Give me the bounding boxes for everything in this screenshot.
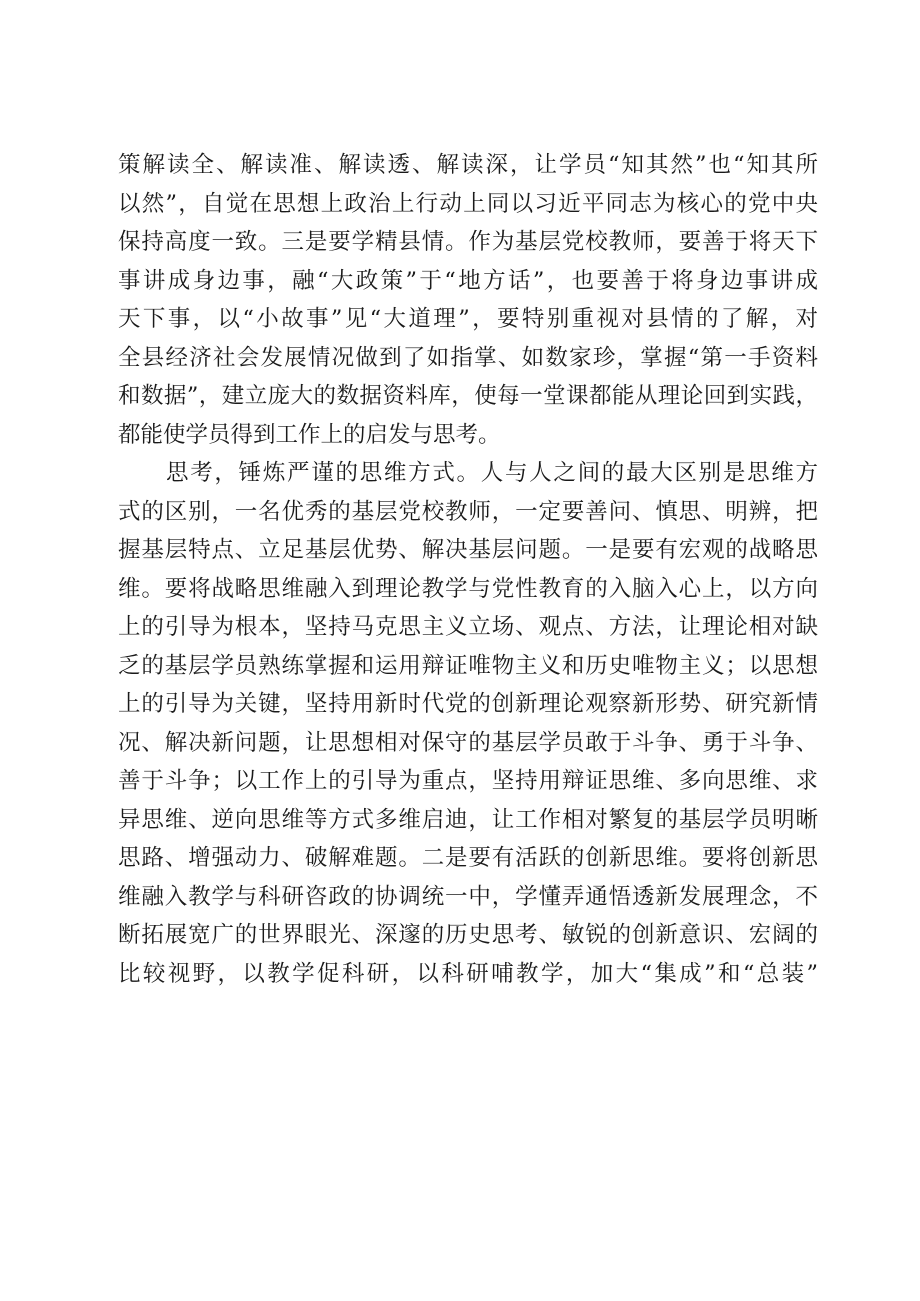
text-line: 式的区别，一名优秀的基层党校教师，一定要善问、慎思、明辨，把 [118, 498, 818, 525]
text-line: 天下事，以“小故事”见“大道理”，要特别重视对县情的了解，对 [118, 306, 818, 332]
text-line: 策解读全、解读准、解读透、解读深，让学员“知其然”也“知其所 [118, 152, 818, 178]
text-line: 上的引导为关键，坚持用新时代党的创新理论观察新形势、研究新情 [118, 691, 818, 717]
text-line: 况、解决新问题，让思想相对保守的基层学员敢于斗争、勇于斗争、 [118, 729, 818, 756]
text-line: 都能使学员得到工作上的启发与思考。 [118, 421, 501, 448]
text-line: 异思维、逆向思维等方式多维启迪，让工作相对繁复的基层学员明晰 [118, 806, 818, 833]
text-line: 乏的基层学员熟练掌握和运用辩证唯物主义和历史唯物主义；以思想 [118, 652, 818, 679]
text-line: 以然”，自觉在思想上政治上行动上同以习近平同志为核心的党中央 [118, 190, 818, 217]
text-line: 和数据”，建立庞大的数据资料库，使每一堂课都能从理论回到实践， [118, 383, 818, 409]
text-line: 全县经济社会发展情况做到了如指掌、如数家珍，掌握“第一手资料 [118, 344, 818, 371]
text-line: 比较视野，以教学促科研，以科研哺教学，加大“集成”和“总装” [118, 960, 818, 987]
text-line: 思路、增强动力、破解难题。二是要有活跃的创新思维。要将创新思 [118, 845, 818, 871]
text-line: 握基层特点、立足基层优势、解决基层问题。一是要有宏观的战略思 [118, 537, 818, 563]
paragraph-first-line: 思考，锤炼严谨的思维方式。人与人之间的最大区别是思维方 [166, 460, 818, 486]
body-text [118, 146, 818, 993]
text-line: 事讲成身边事，融“大政策”于“地方话”，也要善于将身边事讲成 [118, 267, 818, 294]
text-line: 善于斗争；以工作上的引导为重点，坚持用辩证思维、多向思维、求 [118, 768, 818, 794]
text-line: 维融入教学与科研咨政的协调统一中，学懂弄通悟透新发展理念，不 [118, 883, 818, 910]
text-line: 断拓展宽广的世界眼光、深邃的历史思考、敏锐的创新意识、宏阔的 [118, 922, 818, 948]
text-line: 维。要将战略思维融入到理论教学与党性教育的入脑入心上，以方向 [118, 575, 818, 602]
text-line: 上的引导为根本，坚持马克思主义立场、观点、方法，让理论相对缺 [118, 614, 818, 640]
text-line: 保持高度一致。三是要学精县情。作为基层党校教师，要善于将天下 [118, 229, 818, 255]
